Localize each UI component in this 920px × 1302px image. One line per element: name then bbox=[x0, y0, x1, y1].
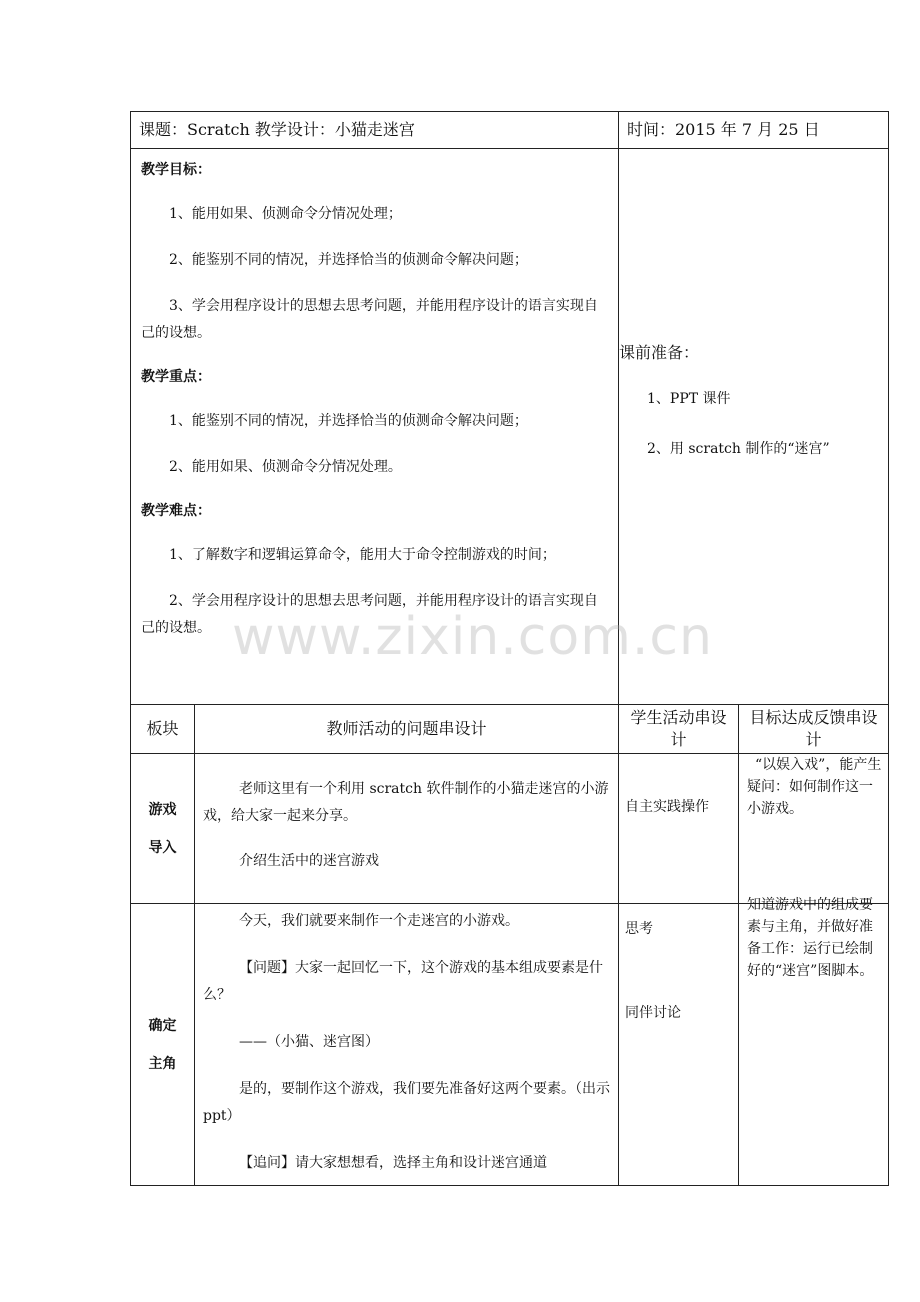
student-activity-text: 思考 bbox=[625, 921, 653, 937]
preparation-item: 2、用 scratch 制作的“迷宫” bbox=[647, 441, 830, 457]
row-label bbox=[131, 754, 195, 904]
preparation-cell bbox=[619, 149, 889, 705]
objective-item: 3、学会用程序设计的思想去思考问题，并能用程序设计的语言实现自己的设想。 bbox=[141, 298, 598, 341]
teacher-activity-text: ——（小猫、迷宫图） bbox=[239, 1034, 379, 1050]
objective-item: 2、能鉴别不同的情况，并选择恰当的侦测命令解决问题； bbox=[169, 252, 528, 268]
column-header-student: 学生活动串设计 bbox=[619, 705, 739, 754]
objectives-cell bbox=[131, 149, 619, 705]
teacher-activity-text: 介绍生活中的迷宫游戏 bbox=[239, 853, 379, 869]
key-point-item: 2、能用如果、侦测命令分情况处理。 bbox=[169, 459, 402, 475]
key-point-item: 1、能鉴别不同的情况，并选择恰当的侦测命令解决问题； bbox=[169, 413, 528, 429]
difficulties-heading: 教学难点： bbox=[141, 503, 211, 519]
preparation-item: 1、PPT 课件 bbox=[647, 391, 731, 407]
student-activity-cell bbox=[619, 754, 739, 904]
feedback-text: 知道游戏中的组成要素与主角，并做好准备工作：运行已绘制好的“迷宫”图脚本。 bbox=[747, 897, 874, 979]
objective-item: 1、能用如果、侦测命令分情况处理； bbox=[169, 206, 402, 222]
feedback-cell bbox=[739, 754, 889, 904]
lesson-date: 时间：2015 年 7 月 25 日 bbox=[619, 112, 889, 149]
feedback-text: “以娱入戏”，能产生疑问：如何制作这一小游戏。 bbox=[747, 757, 882, 817]
student-activity-text: 同伴讨论 bbox=[625, 1005, 681, 1021]
teacher-activity-cell bbox=[195, 754, 619, 904]
table-row bbox=[131, 754, 889, 904]
row-label-line: 导入 bbox=[148, 839, 177, 856]
preparation-heading: 课前准备： bbox=[619, 343, 700, 362]
lesson-title: 课题：Scratch 教学设计：小猫走迷宫 bbox=[131, 112, 619, 149]
teacher-activity-text: 是的，要制作这个游戏，我们要先准备好这两个要素。（出示 ppt） bbox=[203, 1081, 610, 1124]
column-header-teacher: 教师活动的问题串设计 bbox=[195, 705, 619, 754]
teacher-activity-text: 老师这里有一个利用 scratch 软件制作的小猫走迷宫的小游戏，给大家一起来分享。 bbox=[203, 781, 609, 824]
key-points-heading: 教学重点： bbox=[141, 369, 211, 385]
row-label bbox=[131, 904, 195, 1186]
student-activity-text: 自主实践操作 bbox=[625, 799, 709, 815]
objectives-heading: 教学目标： bbox=[141, 162, 211, 178]
watermark: www.zixin.com.cn bbox=[232, 607, 713, 667]
teacher-activity-text: 【追问】请大家想想看，选择主角和设计迷宫通道 bbox=[239, 1155, 547, 1171]
row-label-line: 游戏 bbox=[148, 801, 177, 818]
feedback-cell bbox=[739, 897, 889, 1186]
teacher-activity-text: 【问题】大家一起回忆一下，这个游戏的基本组成要素是什么？ bbox=[203, 960, 603, 1003]
column-header-block: 板块 bbox=[131, 705, 195, 754]
teacher-activity-cell bbox=[195, 904, 619, 1186]
lesson-plan-table bbox=[130, 111, 889, 1186]
student-activity-cell bbox=[619, 904, 739, 1186]
table-row bbox=[131, 904, 889, 1186]
difficulty-item: 2、学会用程序设计的思想去思考问题，并能用程序设计的语言实现自己的设想。 bbox=[141, 593, 598, 636]
title-row bbox=[131, 112, 889, 149]
difficulty-item: 1、了解数字和逻辑运算命令，能用大于命令控制游戏的时间； bbox=[169, 547, 556, 563]
column-header-feedback: 目标达成反馈串设计 bbox=[739, 705, 889, 754]
column-header-row bbox=[131, 705, 889, 754]
row-label-line: 主角 bbox=[148, 1055, 177, 1072]
row-label-line: 确定 bbox=[148, 1017, 177, 1034]
objectives-row bbox=[131, 149, 889, 705]
teacher-activity-text: 今天，我们就要来制作一个走迷宫的小游戏。 bbox=[239, 913, 519, 929]
